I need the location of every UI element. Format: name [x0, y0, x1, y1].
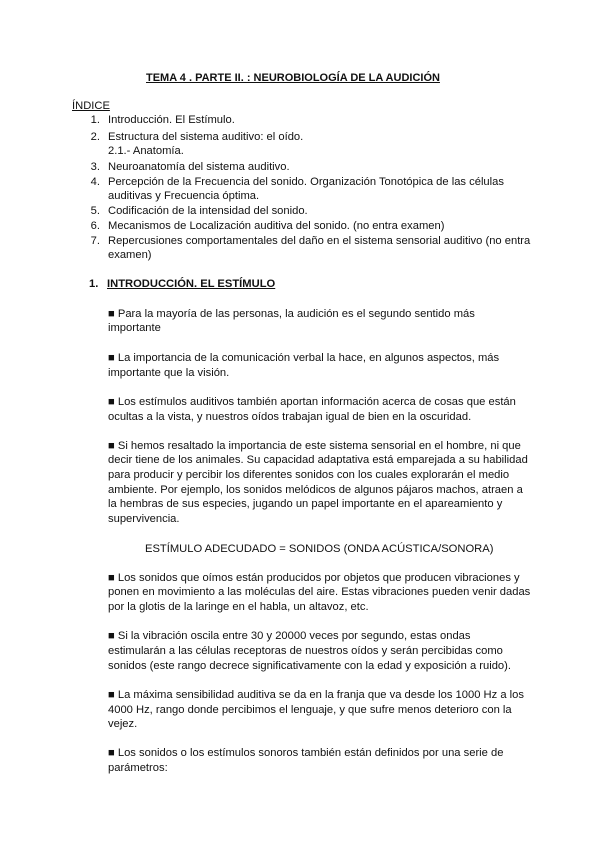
- paragraph-line: ■ Los estímulos auditivos también aportan información acerca de cosas que están: [108, 396, 516, 408]
- index-item: Percepción de la Frecuencia del sonido. Organización Tonotópica de las células: [108, 176, 504, 188]
- paragraph-line: para producir y percibir los diferentes sonidos con los cuales explorarán el medio: [108, 469, 510, 481]
- index-item-number: 2.: [90, 131, 100, 143]
- page-title: TEMA 4 . PARTE II. : NEUROBIOLOGÍA DE LA AUDICIÓN: [146, 72, 440, 84]
- paragraph-line: ambiente. Por ejemplo, los sonidos melódicos de algunos pájaros machos, atraen a: [108, 484, 523, 496]
- index-subitem: 2.1.- Anatomía.: [108, 145, 184, 157]
- index-item: Introducción. El Estímulo.: [108, 114, 235, 126]
- index-item-number: 7.: [90, 235, 100, 247]
- centered-statement: ESTÍMULO ADECUDADO = SONIDOS (ONDA ACÚSTICA/SONORA): [145, 543, 494, 555]
- paragraph-line: por la glotis de la laringe en el habla, un altavoz, etc.: [108, 601, 369, 613]
- index-item-continuation: examen): [108, 249, 152, 261]
- paragraph-line: ■ Si la vibración oscila entre 30 y 20000 veces por segundo, estas ondas: [108, 630, 471, 642]
- section-heading: INTRODUCCIÓN. EL ESTÍMULO: [107, 278, 276, 290]
- index-item: Codificación de la intensidad del sonido.: [108, 205, 308, 217]
- paragraph-line: 4000 Hz, rango donde percibimos el lenguaje, y que sufre menos deterioro con la: [108, 704, 512, 716]
- paragraph-line: estimularán a las células receptoras de nuestros oídos y serán percibidas como: [108, 645, 503, 657]
- paragraph-line: vejez.: [108, 718, 138, 730]
- index-item: Estructura del sistema auditivo: el oído.: [108, 131, 304, 143]
- index-item: Mecanismos de Localización auditiva del sonido. (no entra examen): [108, 220, 445, 232]
- paragraph-line: supervivencia.: [108, 513, 180, 525]
- index-item-number: 1.: [90, 114, 100, 126]
- paragraph-line: decir tiene de los animales. Su capacidad adaptativa está emparejada a su habilidad: [108, 454, 528, 466]
- index-item-number: 5.: [90, 205, 100, 217]
- index-item-number: 4.: [90, 176, 100, 188]
- paragraph-line: ■ Los sonidos o los estímulos sonoros también están definidos por una serie de: [108, 747, 504, 759]
- index-item-number: 3.: [90, 161, 100, 173]
- paragraph-line: sonidos (este rango decrece significativamente con la edad y exposición a ruido).: [108, 660, 511, 672]
- paragraph-line: ■ La importancia de la comunicación verbal la hace, en algunos aspectos, más: [108, 352, 500, 364]
- paragraph-line: ■ Si hemos resaltado la importancia de este sistema sensorial en el hombre, ni que: [108, 440, 521, 452]
- paragraph-line: importante: [108, 322, 161, 334]
- paragraph-line: ■ Para la mayoría de las personas, la audición es el segundo sentido más: [108, 308, 475, 320]
- paragraph-line: ■ La máxima sensibilidad auditiva se da en la franja que va desde los 1000 Hz a los: [108, 689, 524, 701]
- index-item: Repercusiones comportamentales del daño en el sistema sensorial auditivo (no entra: [108, 235, 531, 247]
- index-item: Neuroanatomía del sistema auditivo.: [108, 161, 290, 173]
- paragraph-line: parámetros:: [108, 762, 168, 774]
- index-heading: ÍNDICE: [72, 100, 110, 112]
- index-item-continuation: auditivas y Frecuencia óptima.: [108, 190, 260, 202]
- paragraph-line: ponen en movimiento a las moléculas del aire. Estas vibraciones pueden venir dadas: [108, 586, 531, 598]
- paragraph-line: importante que la visión.: [108, 367, 230, 379]
- paragraph-line: ■ Los sonidos que oímos están producidos por objetos que producen vibraciones y: [108, 572, 520, 584]
- index-item-number: 6.: [90, 220, 100, 232]
- paragraph-line: ocultas a la vista, y nuestros oídos trabajan igual de bien en la oscuridad.: [108, 411, 472, 423]
- paragraph-line: la hembras de sus especies, jugando un papel importante en el apareamiento y: [108, 498, 503, 510]
- section-number: 1.: [89, 278, 99, 290]
